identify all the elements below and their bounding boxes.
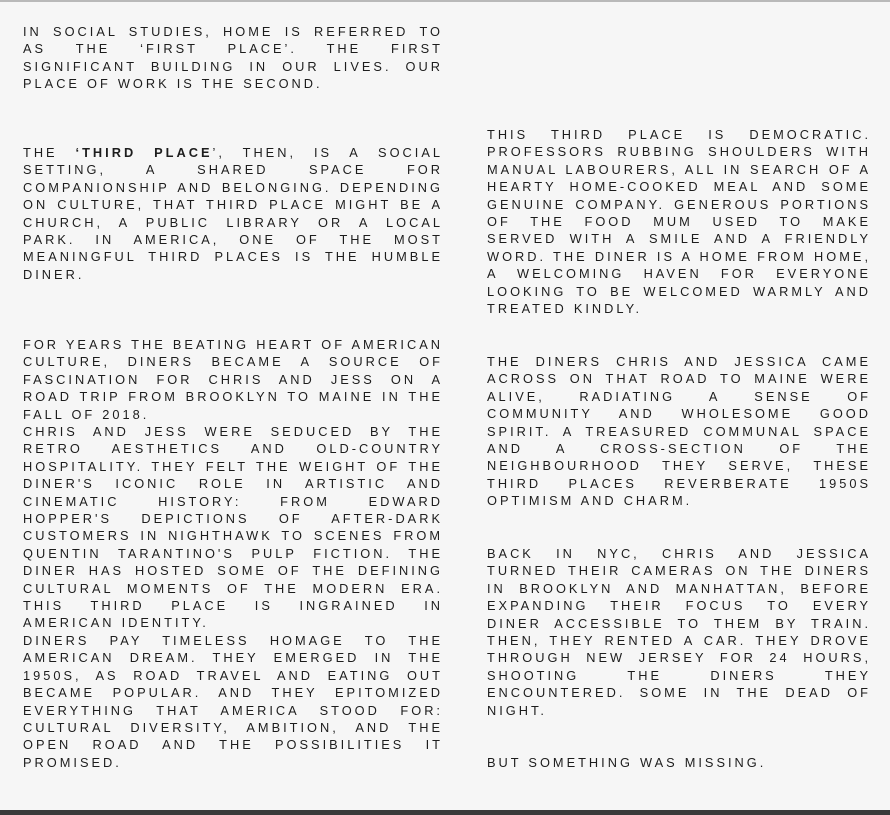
third-place-text: ’, THEN, IS A SOCIAL SETTING, A SHARED SPACE FOR COMPANIONSHIP AND BELONGING. DEPENDING ON CULTURE, THAT THIRD PLACE MIGHT BE A CHURCH, A PUBLIC LIBRARY OR A LOCAL PARK. IN AMERICA, ONE OF THE MOST MEANINGFUL THIRD PLACES IS THE HUMBLE DINER. — [23, 145, 443, 282]
paragraph-third-place-definition — [23, 144, 443, 283]
paragraph-retro-aesthetics: CHRIS AND JESS WERE SEDUCED BY THE RETRO AESTHETICS AND OLD-COUNTRY HOSPITALITY. THEY FELT THE WEIGHT OF THE DINER'S ICONIC ROLE IN ARTISTIC AND CINEMATIC HISTORY: FROM EDWARD HOPPER'S DEPICTIONS OF AFTER-DARK CUSTOMERS IN NIGHTHAWK TO SCENES FROM QUENTIN TARANTINO'S PULP FICTION. THE DINER HAS HOSTED SOME OF THE DEFINING CULTURAL MOMENTS OF THE MODERN ERA. THIS THIRD PLACE IS INGRAINED IN AMERICAN IDENTITY. — [23, 424, 443, 631]
paragraph-road-trip: FOR YEARS THE BEATING HEART OF AMERICAN CULTURE, DINERS BECAME A SOURCE OF FASCINATION FOR CHRIS AND JESS ON A ROAD TRIP FROM BROOKLYN TO MAINE IN THE FALL OF 2018. — [23, 337, 443, 422]
top-border — [0, 0, 890, 2]
bottom-border — [0, 810, 890, 815]
paragraph-diners-alive: THE DINERS CHRIS AND JESSICA CAME ACROSS ON THAT ROAD TO MAINE WERE ALIVE, RADIATING A SENSE OF COMMUNITY AND WHOLESOME GOOD SPIRIT. A TREASURED COMMUNAL SPACE AND A CROSS-SECTION OF THE NEIGHBOURHOOD THEY SERVE, THESE THIRD PLACES REVERBERATE 1950S OPTIMISM AND CHARM. — [487, 354, 871, 509]
third-place-term: ‘THIRD PLACE — [75, 145, 213, 160]
paragraph-first-place: IN SOCIAL STUDIES, HOME IS REFERRED TO AS THE ‘FIRST PLACE’. THE FIRST SIGNIFICANT BUILDING IN OUR LIVES. OUR PLACE OF WORK IS THE SECOND. — [23, 24, 443, 92]
paragraph-democratic: THIS THIRD PLACE IS DEMOCRATIC. PROFESSORS RUBBING SHOULDERS WITH MANUAL LABOURERS, ALL IN SEARCH OF A HEARTY HOME-COOKED MEAL AND SOME GENUINE COMPANY. GENEROUS PORTIONS OF THE FOOD MUM USED TO MAKE SERVED WITH A SMILE AND A FRIENDLY WORD. THE DINER IS A HOME FROM HOME, A WELCOMING HAVEN FOR EVERYONE LOOKING TO BE WELCOMED WARMLY AND TREATED KINDLY. — [487, 127, 871, 317]
paragraph-back-in-nyc: BACK IN NYC, CHRIS AND JESSICA TURNED THEIR CAMERAS ON THE DINERS IN BROOKLYN AND MANHATTAN, BEFORE EXPANDING THEIR FOCUS TO EVERY DINER ACCESSIBLE TO THEM BY TRAIN. THEN, THEY RENTED A CAR. THEY DROVE THROUGH NEW JERSEY FOR 24 HOURS, SHOOTING THE DINERS THEY ENCOUNTERED. SOME IN THE DEAD OF NIGHT. — [487, 546, 871, 718]
paragraph-american-dream: DINERS PAY TIMELESS HOMAGE TO THE AMERICAN DREAM. THEY EMERGED IN THE 1950S, AS ROAD TRAVEL AND EATING OUT BECAME POPULAR. AND THEY EPITOMIZED EVERYTHING THAT AMERICA STOOD FOR: CULTURAL DIVERSITY, AMBITION, AND THE OPEN ROAD AND THE POSSIBILITIES IT PROMISED. — [23, 633, 443, 770]
third-place-lead: THE — [23, 145, 76, 160]
paragraph-something-missing: BUT SOMETHING WAS MISSING. — [487, 755, 767, 770]
